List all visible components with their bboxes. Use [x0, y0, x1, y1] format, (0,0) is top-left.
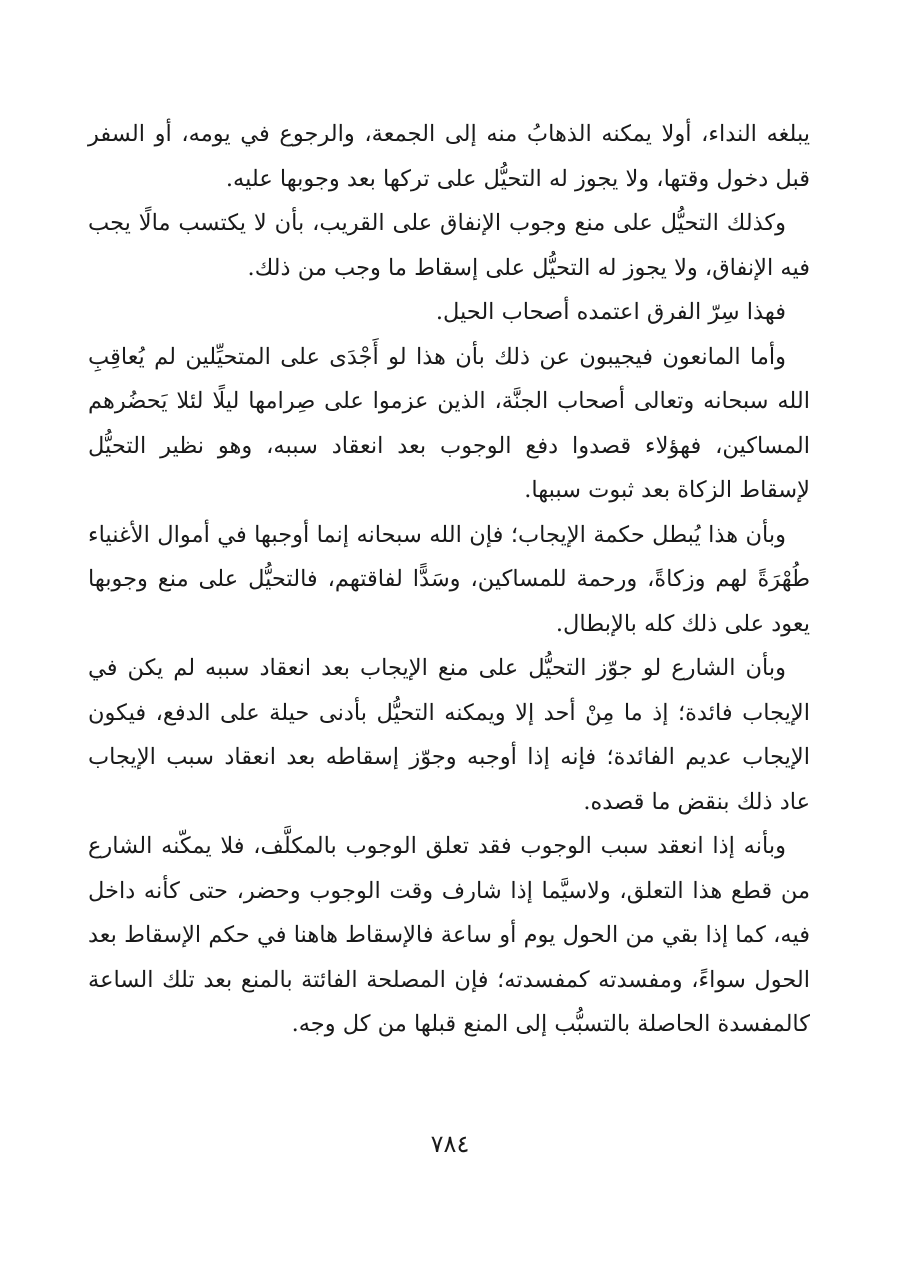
- paragraph-relative-support: وكذلك التحيُّل على منع وجوب الإنفاق على القريب، بأن لا يكتسب مالًا يجب فيه الإنفاق، ولا يجوز له التحيُّل على إسقاط ما وجب من ذلك.: [88, 210, 810, 281]
- body-text: [88, 112, 810, 1047]
- paragraph-continuation: يبلغه النداء، أولا يمكنه الذهابُ منه إلى الجمعة، والرجوع في يومه، أو السفر قبل دخول وقتها، ولا يجوز له التحيُّل على تركها بعد وجوبها عليه.: [88, 121, 810, 192]
- paragraph-opponents-reply: وأما المانعون فيجيبون عن ذلك بأن هذا لو أَجْدَى على المتحيِّلين لم يُعاقِبِ الله سبحانه وتعالى أصحاب الجنَّة، الذين عزموا على صِرامها ليلًا لئلا يَحضُرهم المساكين، فهؤلاء قصدوا دفع الوجوب بعد انعقاد سببه، وهو نظير التحيُّل لإسقاط الزكاة بعد ثبوت سببها.: [88, 343, 810, 503]
- page-number: ٧٨٤: [430, 1130, 470, 1158]
- paragraph-obligation-cause: وبأنه إذا انعقد سبب الوجوب فقد تعلق الوجوب بالمكلَّف، فلا يمكّنه الشارع من قطع هذا التعلق، ولاسيَّما إذا شارف وقت الوجوب وحضر، حتى كأنه داخل فيه، كما إذا بقي من الحول يوم أو ساعة فالإسقاط هاهنا في حكم الإسقاط بعد الحول سواءً، ومفسدته كمفسدته؛ فإن المصلحة الفائتة بالمنع بعد تلك الساعة كالمفسدة الحاصلة بالتسبُّب إلى المنع قبلها من كل وجه.: [88, 833, 811, 1037]
- paragraph-wisdom-of-obligation: وبأن هذا يُبطل حكمة الإيجاب؛ فإن الله سبحانه إنما أوجبها في أموال الأغنياء طُهْرَةً لهم وزكاةً، ورحمة للمساكين، وسَدًّا لفاقتهم، فالتحيُّل على منع وجوبها يعود على ذلك كله بالإبطال.: [88, 521, 810, 637]
- paragraph-legislator-permission: وبأن الشارع لو جوّز التحيُّل على منع الإيجاب بعد انعقاد سببه لم يكن في الإيجاب فائدة؛ إذ ما مِنْ أحد إلا ويمكنه التحيُّل بأدنى حيلة على الدفع، فيكون الإيجاب عديم الفائدة؛ فإنه إذا أوجبه وجوّز إسقاطه بعد انعقاد سبب الإيجاب عاد ذلك بنقض ما قصده.: [88, 655, 810, 815]
- paragraph-secret-of-difference: فهذا سِرّ الفرق اعتمده أصحاب الحيل.: [435, 299, 786, 325]
